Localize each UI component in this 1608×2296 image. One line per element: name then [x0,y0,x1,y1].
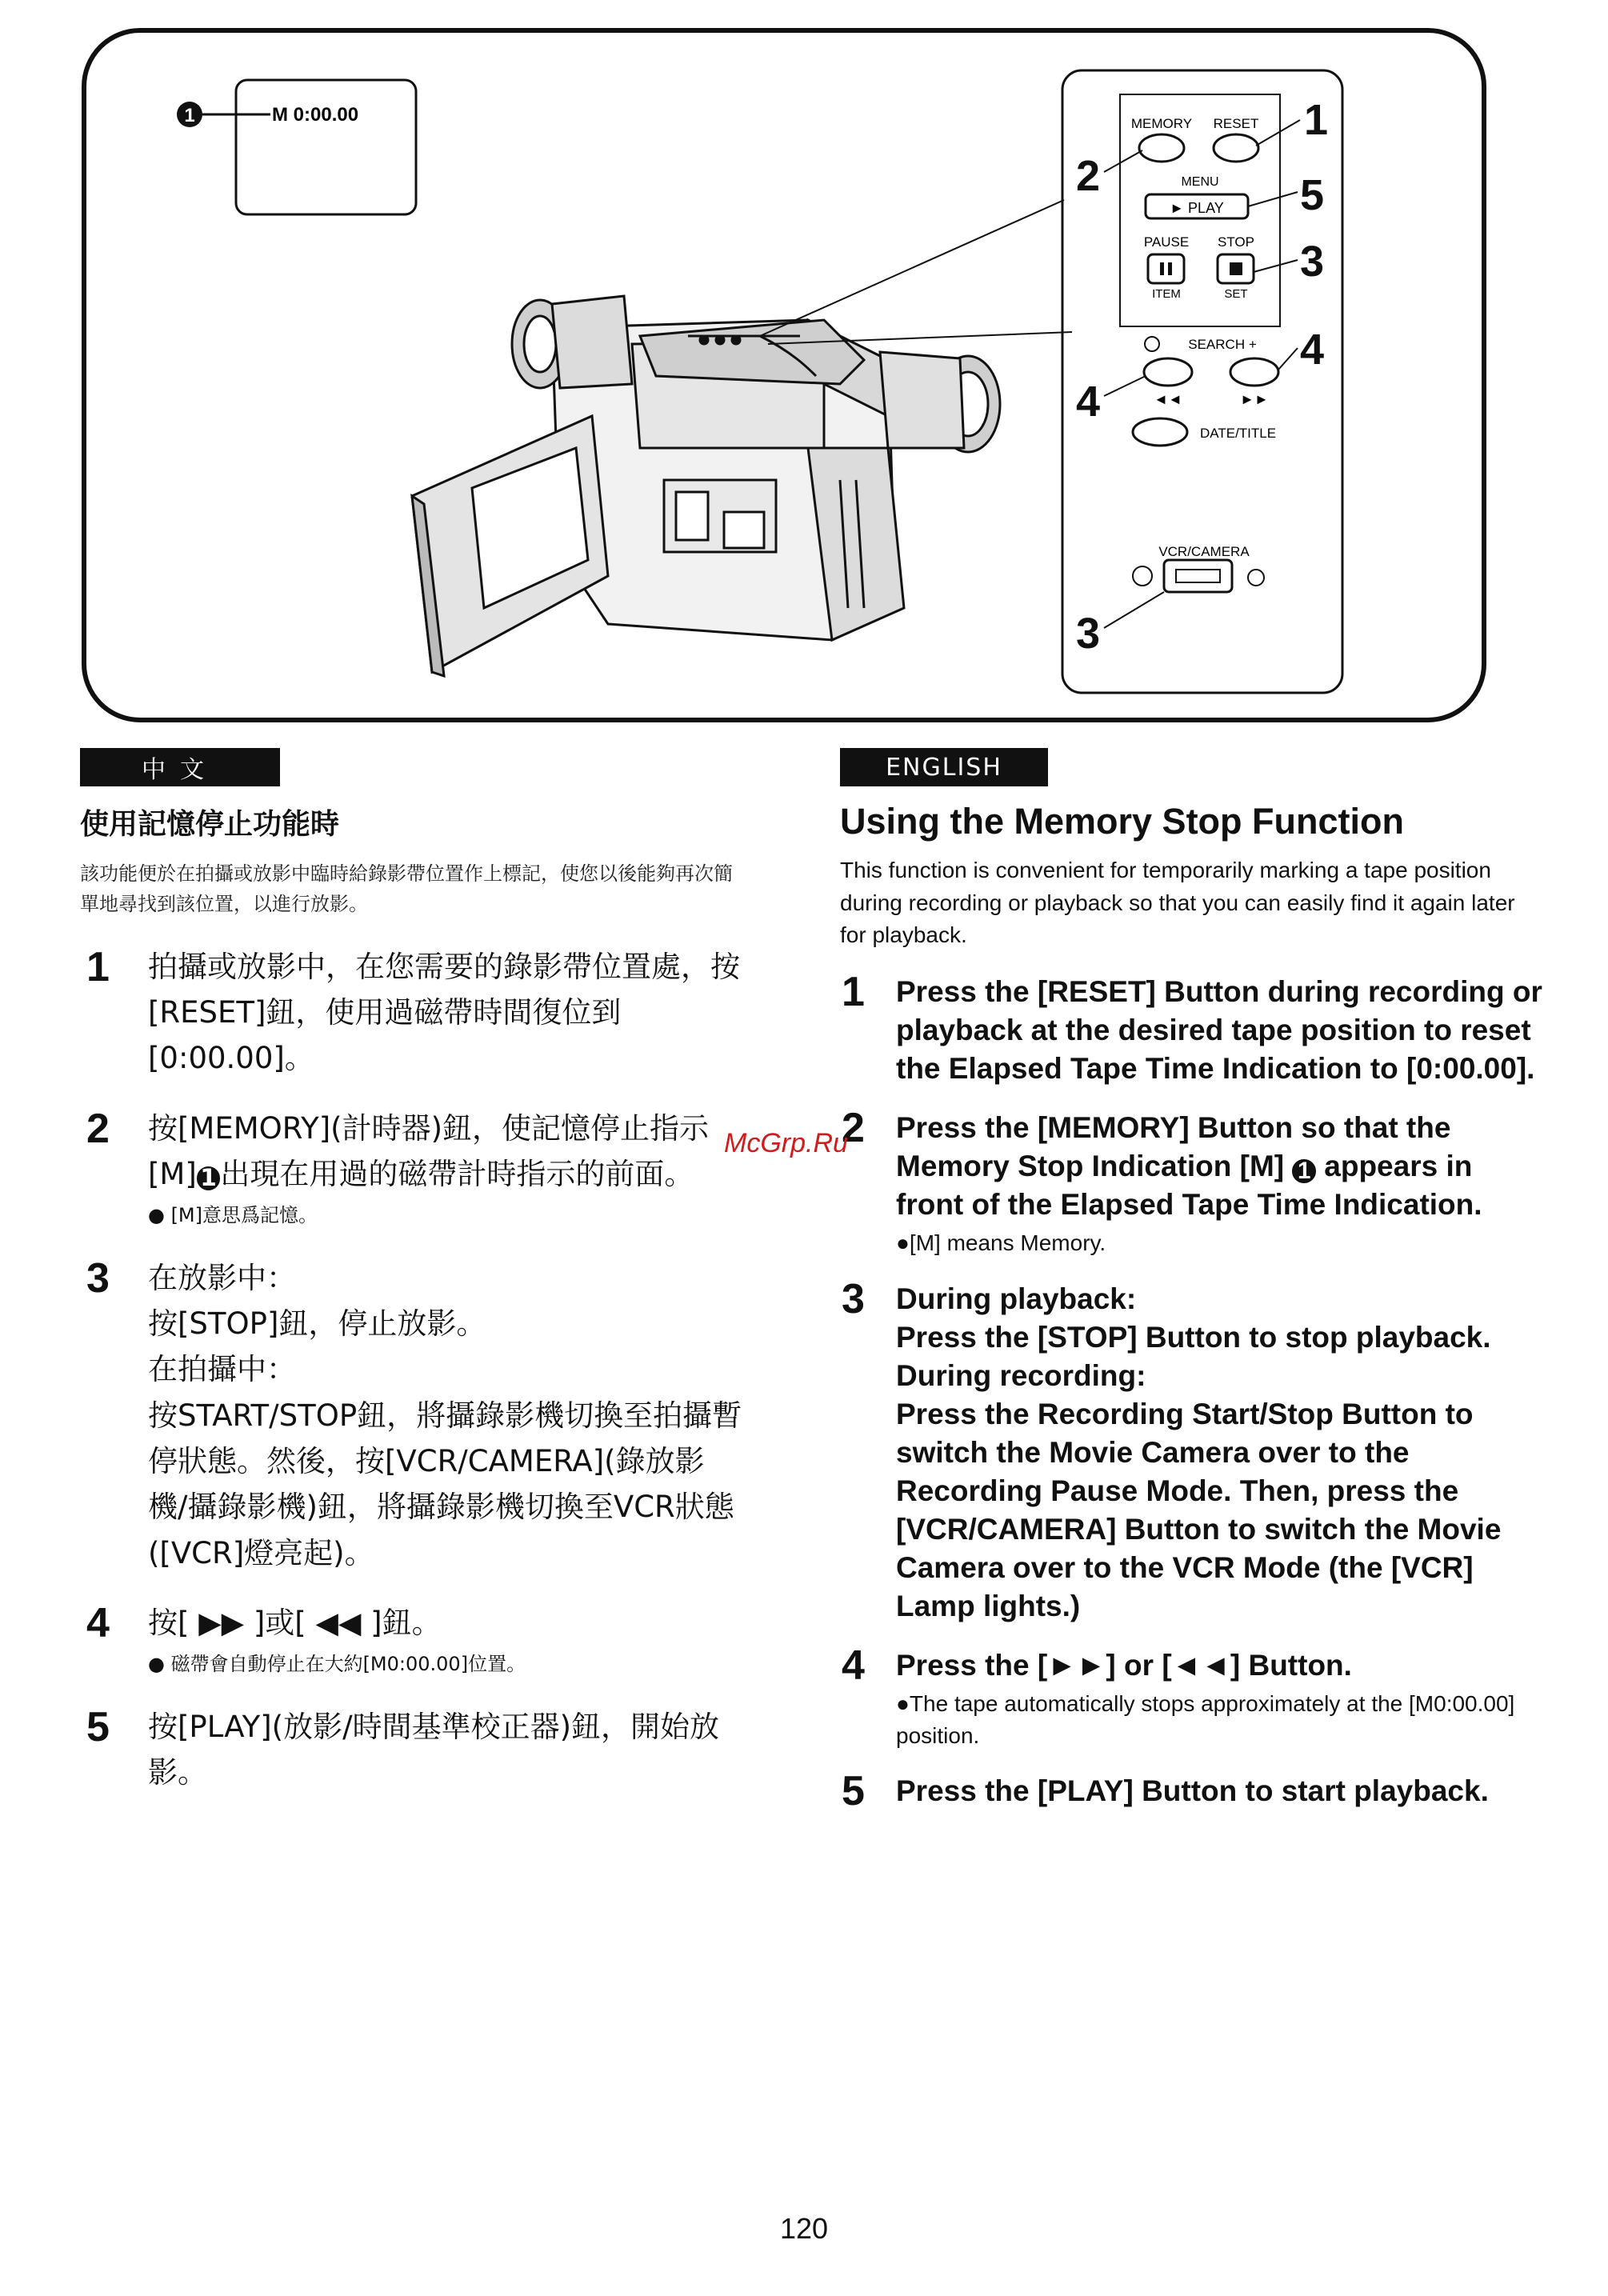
chinese-column [80,800,744,1796]
en-step-5 [840,1767,1544,1814]
vcr-lamp [1133,566,1152,586]
chinese-section-tag: 中文 [80,748,280,786]
zh-step-text: 按[PLAY](放影/時間基準校正器)鈕，開始放影。 [148,1709,720,1790]
en-step-text: During playback: Press the [STOP] Button to stop playback. During recording: Press the Recording Start/Stop Button to switch the Movie Camera over to the Recording Pause Mode. Then, press the [VCR/CAMERA] Button to switch the Movie Camera over to the VCR Mode (the [VCR] Lamp lights.) [896,1282,1502,1623]
zh-step-3 [80,1255,744,1576]
en-step-note: ●[M] means Memory. [896,1230,1106,1256]
menu-label: MENU [1181,175,1219,189]
ff-label: ►► [1240,391,1269,407]
en-step-text: Press the [MEMORY] Button so that the Memory Stop Indication [M] 1 appears in front of the Elapsed Tape Time Indication. [896,1111,1482,1222]
set-label: SET [1224,287,1248,301]
zh-step-4 [80,1600,744,1680]
zh-step-number: 2 [86,1105,110,1152]
zh-step-note: ● 磁帶會自動停止在大約[M0:00.00]位置。 [148,1653,526,1676]
zh-step-note: ● [M]意思爲記憶。 [148,1204,318,1227]
en-step-number: 1 [842,968,865,1015]
en-step-number: 4 [842,1642,865,1690]
en-step-number: 3 [842,1275,865,1322]
callout-4-left: 4 [1076,378,1101,426]
en-step-text: Press the [PLAY] Button to start playback. [896,1774,1489,1807]
zh-step-1 [80,944,744,1082]
date-title-label: DATE/TITLE [1200,426,1277,441]
callout-3-top: 3 [1300,238,1325,286]
en-step-2 [840,1105,1544,1258]
date-title-button[interactable] [1133,418,1187,446]
item-label: ITEM [1152,287,1181,301]
en-step-text: Press the [►►] or [◄◄] Button. [896,1649,1352,1682]
english-section-tag: ENGLISH [840,748,1048,786]
callout-1-text: 1 [184,105,195,126]
page-number: 120 [779,2212,829,2245]
zh-step-number: 1 [86,943,110,990]
pause-label: PAUSE [1143,234,1190,250]
zh-step-text: 按[MEMORY](計時器)鈕，使記憶停止指示[M] 1 出現在用過的磁帶計時指示的前面。 [148,1110,710,1192]
zh-step-text: 拍攝或放影中，在您需要的錄影帶位置處，按[RESET]鈕，使用過磁帶時間復位到[0:00.00]。 [148,949,740,1076]
english-intro: This function is convenient for temporarily marking a tape position during recording or playback so that you can easily find it again later for playback. [840,858,1515,948]
vcr-camera-label: VCR/CAMERA [1158,544,1250,559]
display-inset [177,80,416,214]
zh-step-number: 4 [86,1600,110,1647]
zh-step-text: 在放影中： 按[STOP]鈕，停止放影。 在拍攝中： 按START/STOP鈕，將攝錄影機切換至拍攝暫停狀態。然後，按[VCR/CAMERA](錄放影機/攝錄影機)鈕，將攝錄影機切換至VCR狀態([VCR]燈亮起)。 [148,1260,742,1570]
callout-5: 5 [1300,171,1325,219]
en-step-text: Press the [RESET] Button during recording or playback at the desired tape position to reset the Elapsed Tape Time Indication to [0:00.00]. [896,974,1542,1085]
callout-3-bottom: 3 [1076,610,1101,658]
memory-button[interactable] [1139,134,1184,162]
memory-label: MEMORY [1130,116,1193,131]
camcorder-illustration [412,296,1000,676]
play-label: ► PLAY [1170,200,1224,216]
zh-step-number: 5 [86,1703,110,1750]
zh-step-number: 3 [86,1254,110,1302]
vcr-camera-button[interactable] [1164,560,1232,592]
chinese-intro: 該功能便於在拍攝或放影中臨時給錄影帶位置作上標記，使您以後能夠再次簡單地尋找到該位置，以進行放影。 [80,862,733,916]
control-panel-detail [1062,70,1342,693]
en-step-number: 2 [842,1105,865,1152]
circled-number-icon: 1 [197,1166,221,1190]
pause-button[interactable] [1148,254,1184,283]
zh-step-5 [80,1704,744,1796]
display-readout: M 0:00.00 [272,104,359,126]
chinese-title: 使用記憶停止功能時 [80,808,340,841]
search-plus-button[interactable] [1230,358,1278,386]
stop-label: STOP [1218,234,1254,250]
search-minus-button[interactable] [1144,358,1192,386]
en-step-4 [840,1642,1544,1750]
reset-label: RESET [1213,116,1259,131]
en-step-note: ●The tape automatically stops approximately at the [M0:00.00] position. [896,1691,1515,1748]
en-step-1 [840,968,1544,1088]
reset-button[interactable] [1214,134,1258,162]
en-step-3 [840,1275,1544,1626]
rew-label: ◄◄ [1154,391,1182,407]
circled-number-icon: 1 [1292,1159,1316,1183]
callout-2: 2 [1076,152,1101,200]
english-column [840,800,1544,1814]
search-label: SEARCH + [1188,337,1257,352]
zh-step-text: 按[ ▶▶ ]或[ ◀◀ ]鈕。 [148,1606,442,1641]
english-title: Using the Memory Stop Function [840,801,1404,842]
watermark: McGrp.Ru [724,1128,848,1158]
en-step-number: 5 [842,1767,865,1814]
callout-1: 1 [1304,96,1329,144]
callout-4-right: 4 [1300,326,1325,374]
camcorder-figure [0,0,1608,736]
zh-step-2 [80,1106,744,1231]
